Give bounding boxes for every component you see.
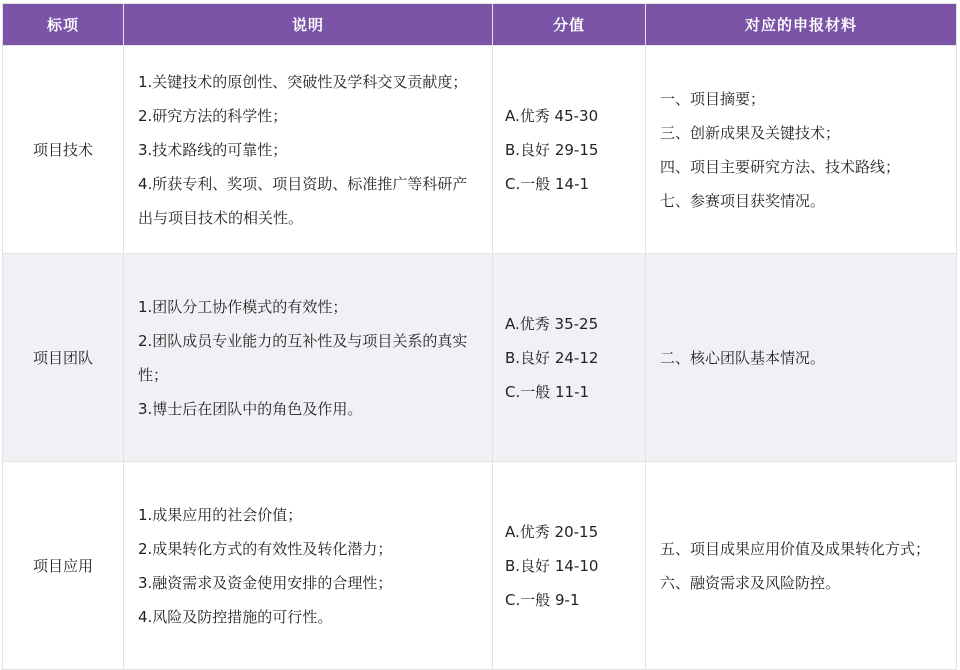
score-cell xyxy=(493,254,646,462)
score-cell xyxy=(493,46,646,254)
description-line: 4.风险及防控措施的可行性。 xyxy=(138,607,333,626)
table-row xyxy=(3,462,957,670)
header-description: 说明 xyxy=(124,4,493,46)
table-row xyxy=(3,254,957,462)
evaluation-table xyxy=(2,3,957,670)
score-line: A.优秀 35-25 xyxy=(505,314,599,333)
header-score: 分值 xyxy=(493,4,646,46)
description-line: 2.成果转化方式的有效性及转化潜力； xyxy=(138,539,393,558)
description-cell xyxy=(124,254,493,462)
score-cell xyxy=(493,462,646,670)
description-line: 2.团队成员专业能力的互补性及与项目关系的真实性； xyxy=(138,331,468,384)
material-line: 四、项目主要研究方法、技术路线； xyxy=(660,157,901,176)
description-line: 1.成果应用的社会价值； xyxy=(138,505,303,524)
score-line: C.一般 14-1 xyxy=(505,174,590,193)
description-line: 1.团队分工协作模式的有效性； xyxy=(138,297,348,316)
materials-cell xyxy=(646,254,957,462)
table-row xyxy=(3,46,957,254)
description-line: 3.博士后在团队中的角色及作用。 xyxy=(138,399,363,418)
score-line: B.良好 14-10 xyxy=(505,556,599,575)
materials-cell xyxy=(646,46,957,254)
description-line: 1.关键技术的原创性、突破性及学科交叉贡献度； xyxy=(138,72,468,91)
material-line: 七、参赛项目获奖情况。 xyxy=(660,191,826,210)
description-cell xyxy=(124,46,493,254)
table-body xyxy=(3,46,957,670)
material-line: 五、项目成果应用价值及成果转化方式； xyxy=(660,539,931,558)
description-line: 3.技术路线的可靠性； xyxy=(138,140,288,159)
header-item: 标项 xyxy=(3,4,124,46)
materials-cell xyxy=(646,462,957,670)
header-materials: 对应的申报材料 xyxy=(646,4,957,46)
item-cell: 项目应用 xyxy=(3,462,124,670)
score-line: C.一般 11-1 xyxy=(505,382,590,401)
score-line: C.一般 9-1 xyxy=(505,590,580,609)
material-line: 一、项目摘要； xyxy=(660,89,766,108)
description-line: 2.研究方法的科学性； xyxy=(138,106,288,125)
item-cell: 项目团队 xyxy=(3,254,124,462)
material-line: 二、核心团队基本情况。 xyxy=(660,348,826,367)
description-cell xyxy=(124,462,493,670)
score-line: B.良好 29-15 xyxy=(505,140,599,159)
score-line: A.优秀 20-15 xyxy=(505,522,599,541)
description-line: 3.融资需求及资金使用安排的合理性； xyxy=(138,573,393,592)
material-line: 六、融资需求及风险防控。 xyxy=(660,573,841,592)
score-line: A.优秀 45-30 xyxy=(505,106,599,125)
header-row xyxy=(3,4,957,46)
description-line: 4.所获专利、奖项、项目资助、标准推广等科研产出与项目技术的相关性。 xyxy=(138,174,468,227)
table-header xyxy=(3,4,957,46)
score-line: B.良好 24-12 xyxy=(505,348,599,367)
material-line: 三、创新成果及关键技术； xyxy=(660,123,841,142)
item-cell: 项目技术 xyxy=(3,46,124,254)
